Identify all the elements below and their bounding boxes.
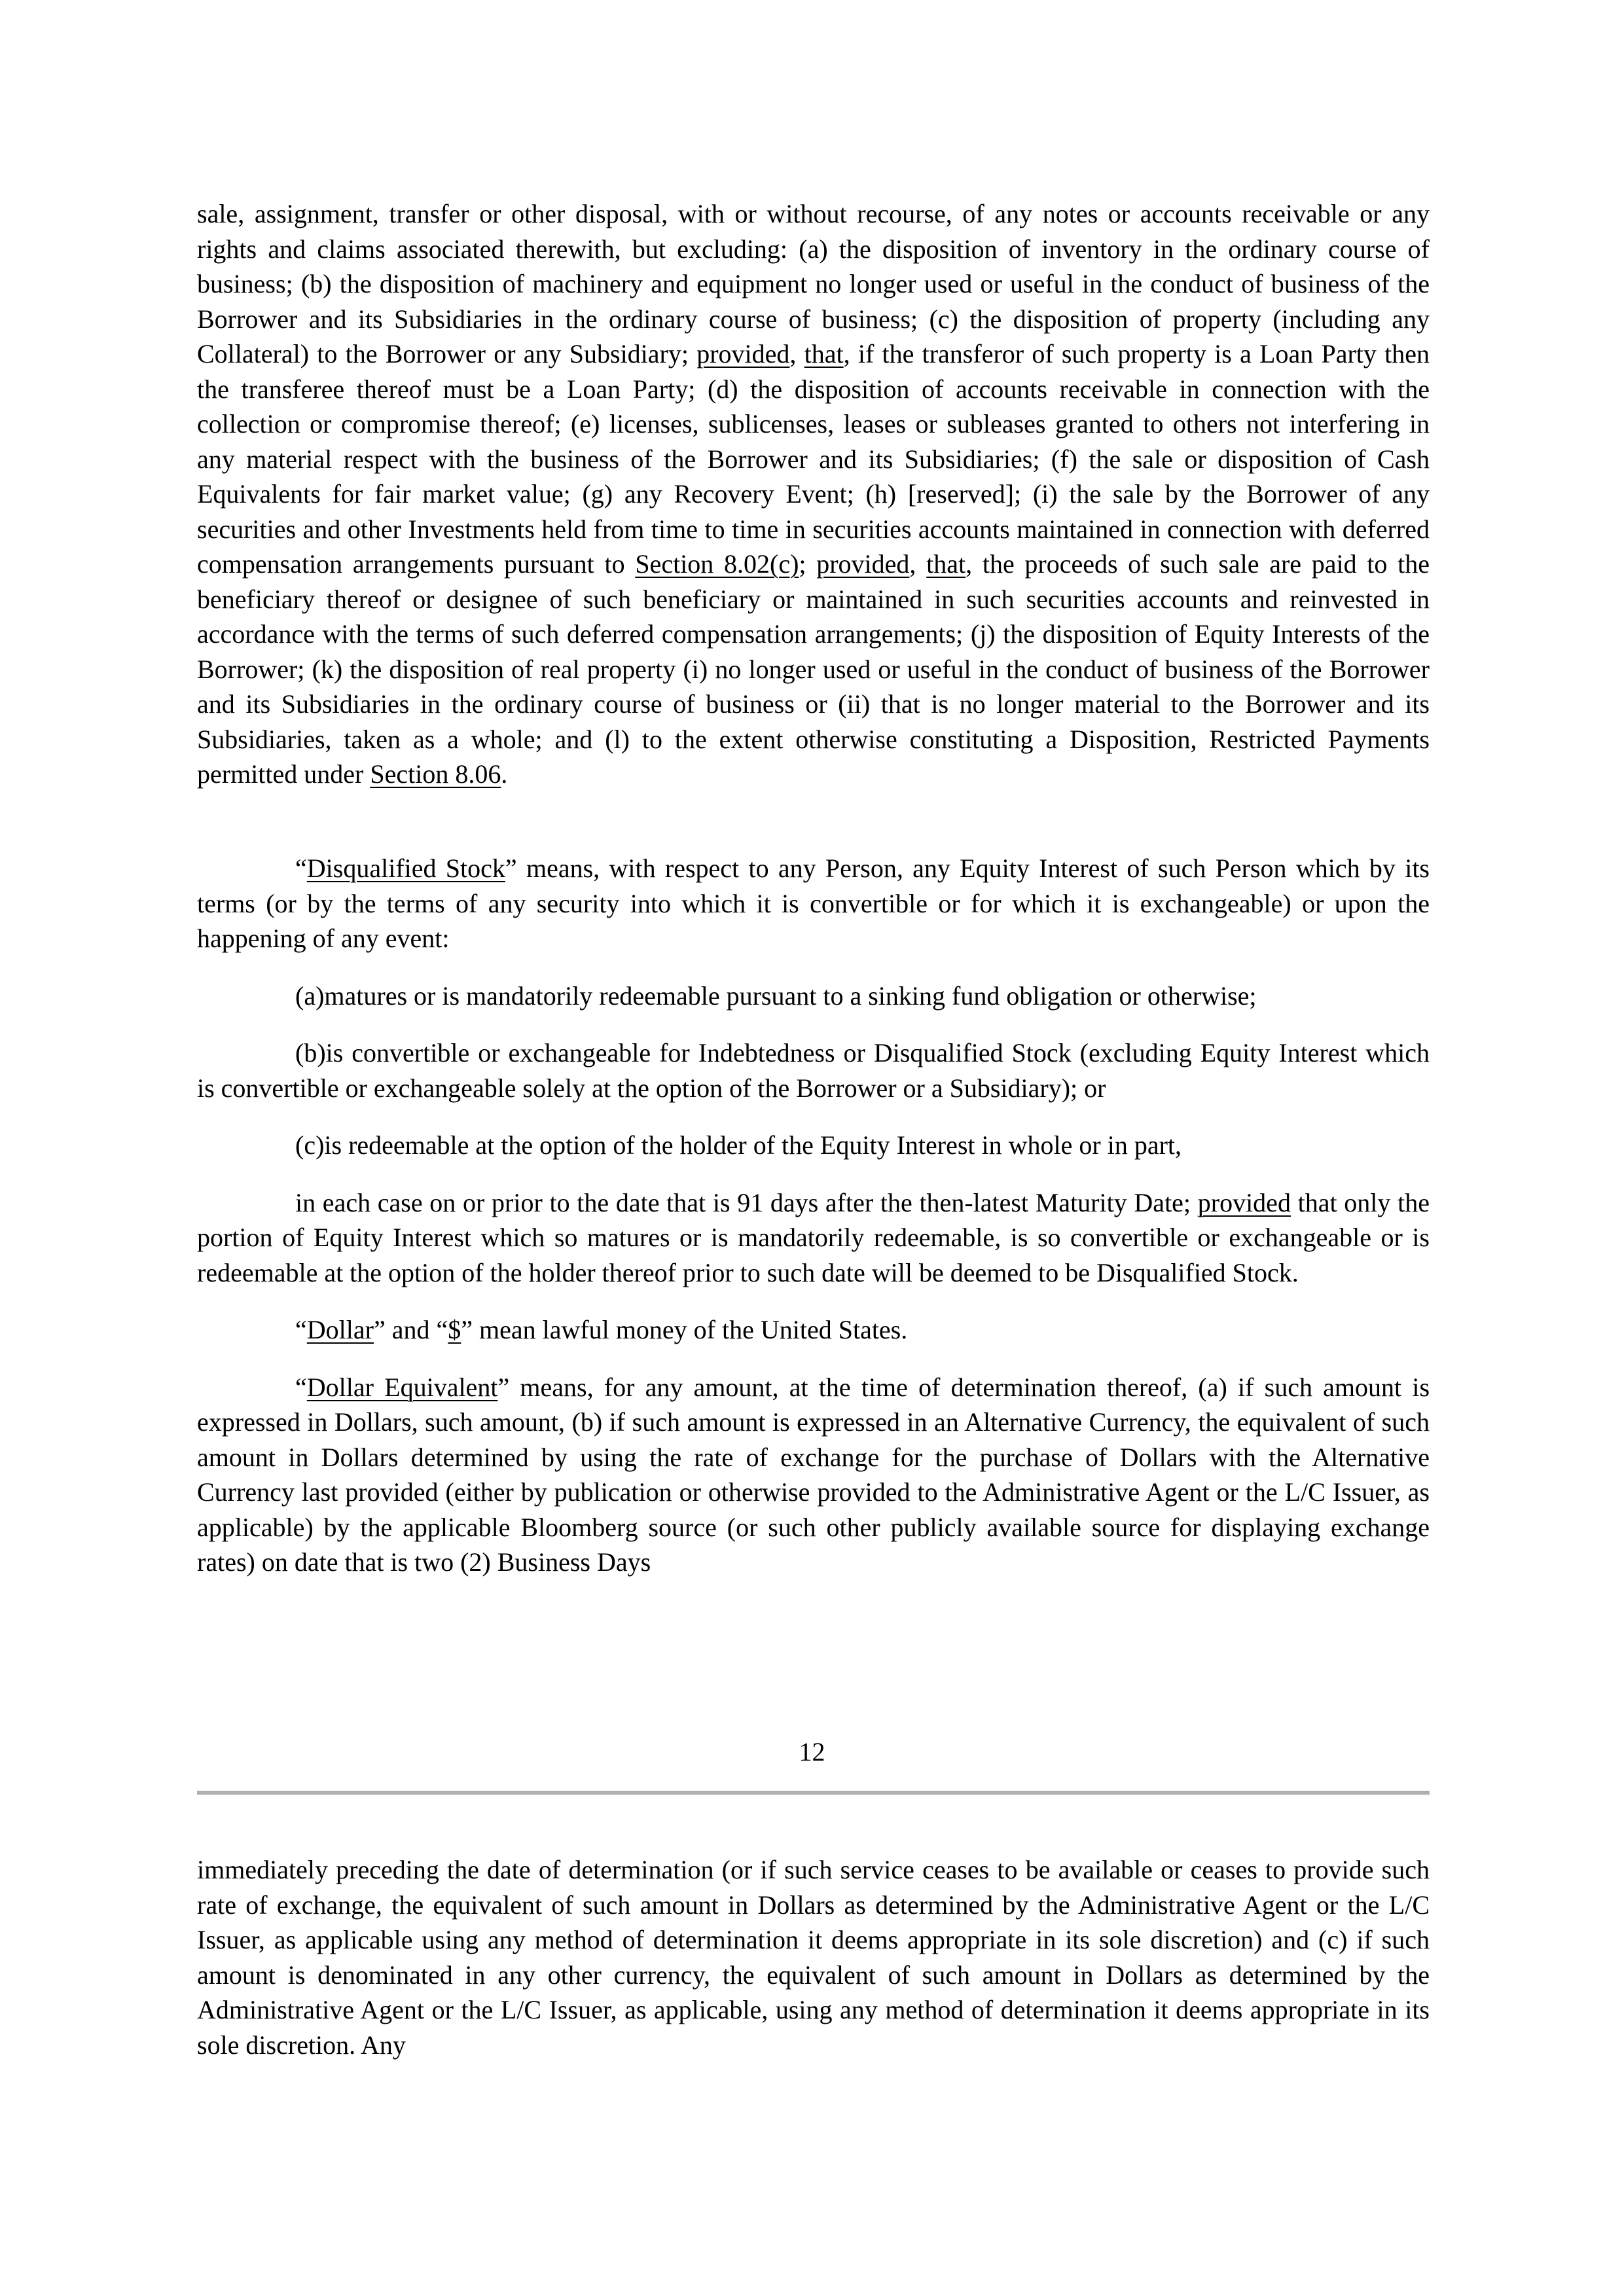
- page-13-body: [197, 1852, 1430, 2085]
- disqualified-stock-item-a: (a)matures or is mandatorily redeemable pursuant to a sinking fund obligation or otherwise;: [295, 980, 1257, 1011]
- disposition-definition-continued: sale, assignment, transfer or other disposal, with or without recourse, of any notes or accounts receivable or any rights and claims associated therewith, but excluding: (a) the disposition of inventory in the ordinary course of business; (b) the disposition of machinery and equipment no longer used or useful in the conduct of business of the Borrower and its Subsidiaries in the ordinary course of business; (c) the disposition of property (including any Collateral) to the Borrower or any Subsidiary; provided, that, if the transferor of such property is a Loan Party then the transferee thereof must be a Loan Party; (d) the disposition of accounts receivable in connection with the collection or compromise thereof; (e) licenses, sublicenses, leases or subleases granted to others not interfering in any material respect with the business of the Borrower and its Subsidiaries; (f) the sale or disposition of Cash Equivalents for fair market value; (g) any Recovery Event; (h) [reserved]; (i) the sale by the Borrower of any securities and other Investments held from time to time in securities accounts maintained in connection with deferred compensation arrangements pursuant to Section 8.02(c); provided, that, the proceeds of such sale are paid to the beneficiary thereof or designee of such beneficiary or maintained in such securities accounts and reinvested in accordance with the terms of such deferred compensation arrangements; (j) the disposition of Equity Interests of the Borrower; (k) the disposition of real property (i) no longer used or useful in the conduct of business of the Borrower and its Subsidiaries in the ordinary course of business or (ii) that is no longer material to the Borrower and its Subsidiaries, taken as a whole; and (l) to the extent otherwise constituting a Disposition, Restricted Payments permitted under Section 8.06.: [197, 199, 1430, 789]
- disqualified-stock-definition: “Disqualified Stock” means, with respect to any Person, any Equity Interest of such Person which by its terms (or by the terms of any security into which it is convertible or for which it is exchangeable) or upon the happening of any event:: [197, 853, 1430, 953]
- section-reference: Section 8.06: [370, 759, 501, 789]
- defined-term: Disqualified Stock: [306, 853, 505, 883]
- disqualified-stock-item-b: (b)is convertible or exchangeable for Indebtedness or Disqualified Stock (excluding Equity Interest which is convertible or exchangeable solely at the option of the Borrower or a Subsidiary); or: [197, 1038, 1430, 1103]
- provided-term: provided: [1197, 1187, 1291, 1217]
- disqualified-stock-item-c: (c)is redeemable at the option of the holder of the Equity Interest in whole or in part,: [295, 1130, 1182, 1160]
- provided-term: provided: [816, 549, 910, 579]
- dollar-equivalent-definition: “Dollar Equivalent” means, for any amount, at the time of determination thereof, (a) if such amount is expressed in Dollars, such amount, (b) if such amount is expressed in an Alternative Currency, the equivalent of such amount in Dollars determined by using the rate of exchange for the purchase of Dollars with the Alternative Currency last provided (either by publication or otherwise provided to the Administrative Agent or the L/C Issuer, as applicable) by the applicable Bloomberg source (or such other publicly available source for displaying exchange rates) on date that is two (2) Business Days: [197, 1372, 1430, 1577]
- dollar-definition: “Dollar” and “$” mean lawful money of the United States.: [295, 1315, 908, 1344]
- disqualified-stock-tail: in each case on or prior to the date that is 91 days after the then-latest Maturity Date; provided that only the portion of Equity Interest which so matures or is mandatorily redeemable, is so convertible or exchangeable or is redeemable at the option of the holder thereof prior to such date will be deemed to be Disqualified Stock.: [197, 1187, 1430, 1287]
- dollar-equivalent-continued: immediately preceding the date of determination (or if such service ceases to be available or ceases to provide such rate of exchange, the equivalent of such amount in Dollars as determined by the Administrative Agent or the L/C Issuer, as applicable using any method of determination it deems appropriate in its sole discretion) and (c) if such amount is denominated in any other currency, the equivalent of such amount in Dollars as determined by the Administrative Agent or the L/C Issuer, as applicable, using any method of determination it deems appropriate in its sole discretion. Any: [197, 1855, 1430, 2060]
- page-divider: [197, 1791, 1430, 1795]
- page-12-definitions: [197, 851, 1430, 1602]
- page-number: 12: [799, 1737, 825, 1767]
- page-12-body: [197, 196, 1430, 814]
- section-reference: Section 8.02(c): [635, 549, 799, 579]
- that-term: that: [804, 339, 844, 368]
- provided-term: provided: [696, 339, 790, 368]
- defined-term: Dollar Equivalent: [306, 1372, 498, 1402]
- that-term: that: [926, 549, 966, 579]
- defined-term: Dollar: [306, 1315, 374, 1344]
- defined-term: $: [448, 1315, 461, 1344]
